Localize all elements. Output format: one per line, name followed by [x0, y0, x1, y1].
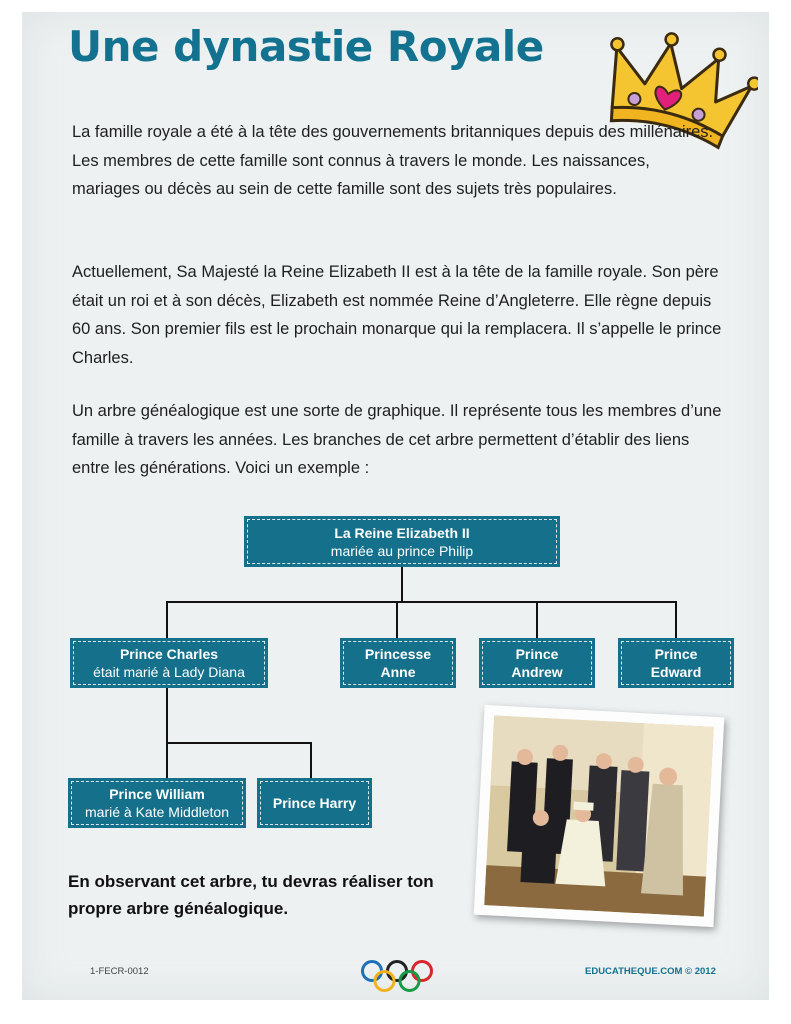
tree-connector: [166, 742, 312, 744]
tree-node-queen: [244, 516, 560, 567]
queen-paragraph: Actuellement, Sa Majesté la Reine Elizabeth II est à la tête de la famille royale. Son père était un roi et à son décès, Elizabeth est nommée Reine d’Angleterre. Elle règne depuis 60 ans. Son premier fils est le prochain monarque qui la remplacera. Il s’appelle le prince Charles.: [72, 263, 722, 367]
photo-image: [484, 715, 714, 916]
document-code: 1-FECR-0012: [90, 966, 149, 977]
tree-connector: [401, 567, 403, 603]
node-name: Prince Edward: [650, 646, 702, 680]
node-name: Prince Charles: [119, 646, 219, 662]
node-name: Prince Andrew: [511, 646, 563, 680]
olympic-rings-icon: [360, 958, 434, 994]
tree-connector: [396, 601, 398, 638]
tree-node-anne: [340, 638, 456, 688]
node-note: marié à Kate Middleton: [85, 804, 229, 820]
tree-connector: [166, 601, 168, 638]
tree-connector: [166, 601, 676, 603]
tree-connector: [536, 601, 538, 638]
tree-node-charles: [70, 638, 268, 688]
tree-connector: [310, 742, 312, 778]
node-note: était marié à Lady Diana: [93, 664, 245, 680]
tree-explanation-paragraph: Un arbre généalogique est une sorte de graphique. Il représente tous les membres d’une famille à travers les années. Les branches de cet arbre permettent d’établir des liens entre les générations. Voici un exemple :: [72, 402, 722, 477]
node-name: La Reine Elizabeth II: [334, 524, 470, 541]
tree-connector: [166, 688, 168, 778]
node-name: Princesse Anne: [364, 646, 432, 680]
node-name: Prince William: [109, 786, 205, 802]
node-note: mariée au prince Philip: [330, 542, 474, 559]
royal-family-photo: [474, 705, 725, 927]
tree-node-harry: [257, 778, 372, 828]
tree-node-andrew: [479, 638, 595, 688]
tree-connector: [675, 601, 677, 638]
tree-node-william: [68, 778, 246, 828]
publisher-site: EDUCATHEQUE.COM © 2012: [585, 966, 716, 977]
page-title: Une dynastie Royale: [68, 22, 544, 71]
node-name: Prince Harry: [272, 795, 357, 811]
tree-node-edward: [618, 638, 734, 688]
conclusion-text: En observant cet arbre, tu devras réaliser ton propre arbre généalogique.: [68, 872, 434, 918]
intro-paragraph: La famille royale a été à la tête des gouvernements britanniques depuis des millénaires. Les membres de cette famille sont connus à travers le monde. Les naissances, mariages ou décès au sein de cette famille sont des sujets très populaires.: [72, 123, 714, 198]
